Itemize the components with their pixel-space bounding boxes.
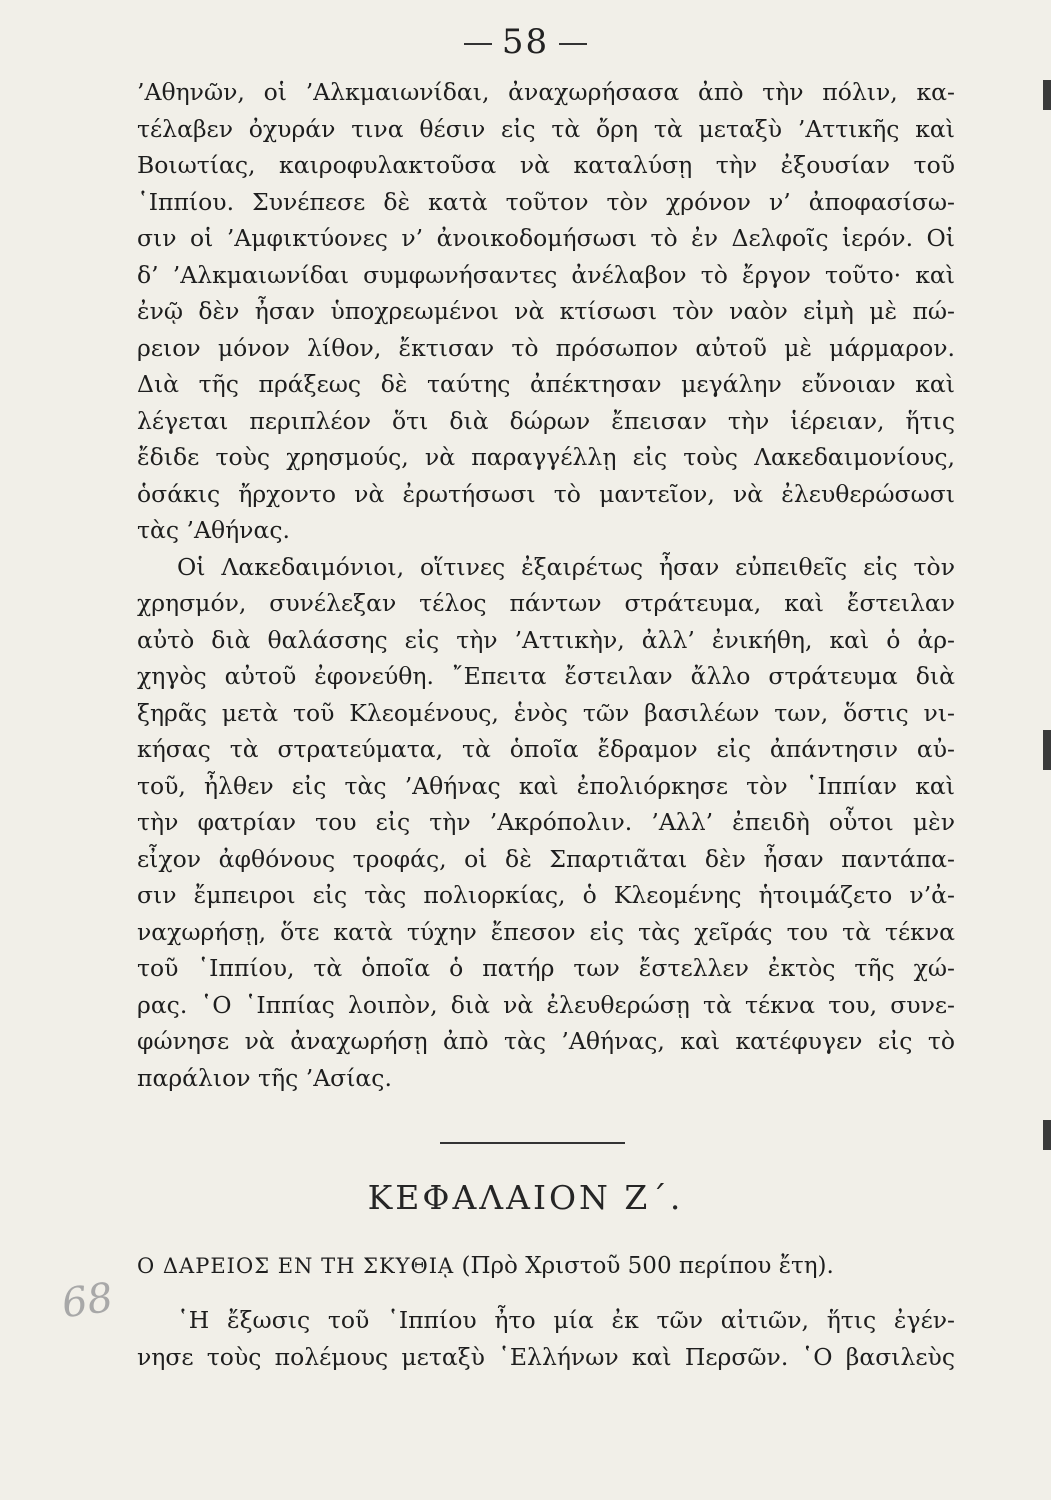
paragraph-3 [137, 1302, 955, 1375]
text-line: δ’ ’Αλκμαιωνίδαι συμφωνήσαντες ἀνέλαβον τὸ ἔργον τοῦτο· καὶ [137, 260, 955, 289]
text-line: ρας. ῾Ο ῾Ιππίας λοιπὸν, διὰ νὰ ἐλευθερώσῃ τὰ τέκνα του, συνε- [137, 990, 955, 1019]
paragraph-1 [137, 74, 955, 549]
text-line: αὐτὸ διὰ θαλάσσης εἰς τὴν ’Αττικὴν, ἀλλ’ ἐνικήθη, καὶ ὁ ἀρ- [137, 625, 955, 654]
text-line: ξηρᾶς μετὰ τοῦ Κλεομένους, ἑνὸς τῶν βασιλέων των, ὅστις νι- [137, 698, 955, 727]
section-heading [137, 1253, 955, 1279]
text-line: Οἱ Λακεδαιμόνιοι, οἵτινες ἐξαιρέτως ἦσαν εὐπειθεῖς εἰς τὸν [177, 552, 955, 581]
page-number-value: 58 [501, 22, 550, 62]
text-line: τοῦ ῾Ιππίου, τὰ ὁποῖα ὁ πατήρ των ἔστελλεν ἐκτὸς τῆς χώ- [137, 954, 955, 982]
text-line: ὁσάκις ἤρχοντο νὰ ἐρωτήσωσι τὸ μαντεῖον, νὰ ἐλευθερώσωσι [137, 479, 955, 508]
body-text-chapter [137, 1302, 955, 1375]
text-line: νησε τοὺς πολέμους μεταξὺ ῾Ελλήνων καὶ Περσῶν. ῾Ο βασιλεὺς [137, 1342, 955, 1371]
text-line: τὴν φατρίαν του εἰς τὴν ’Ακρόπολιν. ’Αλλ’ ἐπειδὴ οὗτοι μὲν [137, 808, 955, 836]
page-edge-mark [1043, 80, 1051, 110]
text-line: εἶχον ἀφθόνους τροφάς, οἱ δὲ Σπαρτιᾶται δὲν ἦσαν παντάπα- [137, 844, 955, 873]
text-line: ναχωρήσῃ, ὅτε κατὰ τύχην ἔπεσον εἰς τὰς χεῖράς του τὰ τέκνα [137, 917, 955, 946]
section-heading-dating: (Πρὸ Χριστοῦ 500 περίπου ἔτη). [461, 1253, 834, 1279]
text-line: ῾Η ἔξωσις τοῦ ῾Ιππίου ἦτο μία ἐκ τῶν αἰτιῶν, ἥτις ἐγέν- [177, 1306, 955, 1334]
text-line: τέλαβεν ὀχυράν τινα θέσιν εἰς τὰ ὄρη τὰ μεταξὺ ’Αττικῆς καὶ [137, 114, 955, 143]
page-number [0, 22, 1051, 62]
text-line: κήσας τὰ στρατεύματα, τὰ ὁποῖα ἔδραμον εἰς ἀπάντησιν αὐ- [137, 735, 955, 763]
text-line: λέγεται περιπλέον ὅτι διὰ δώρων ἔπεισαν τὴν ἱέρειαν, ἥτις [137, 406, 955, 435]
text-line: ἔδιδε τοὺς χρησμούς, νὰ παραγγέλλῃ εἰς τοὺς Λακεδαιμονίους, [137, 443, 955, 471]
text-line: φώνησε νὰ ἀναχωρήσῃ ἀπὸ τὰς ’Αθήνας, καὶ κατέφυγεν εἰς τὸ [137, 1027, 955, 1055]
text-line: σιν ἔμπειροι εἰς τὰς πολιορκίας, ὁ Κλεομένης ἡτοιμάζετο ν’ἀ- [137, 881, 955, 909]
dash-right [559, 43, 587, 45]
text-line: παράλιον τῆς ’Ασίας. [137, 1063, 392, 1092]
text-line: τὰς ’Αθήνας. [137, 516, 290, 544]
text-line: ἐνῷ δὲν ἦσαν ὑποχρεωμένοι νὰ κτίσωσι τὸν ναὸν εἰμὴ μὲ πώ- [137, 297, 955, 325]
text-line: Βοιωτίας, καιροφυλακτοῦσα νὰ καταλύσῃ τὴν ἐξουσίαν τοῦ [137, 151, 955, 179]
dash-left [464, 43, 492, 45]
body-text [137, 74, 955, 1096]
paragraph-2 [137, 549, 955, 1097]
text-line: ῾Ιππίου. Συνέπεσε δὲ κατὰ τοῦτον τὸν χρόνον ν’ ἀποφασίσω- [137, 187, 955, 216]
text-line: χηγὸς αὐτοῦ ἐφονεύθη. ῎Επειτα ἔστειλαν ἄλλο στράτευμα διὰ [137, 662, 955, 690]
text-line: σιν οἱ ’Αμφικτύονες ν’ ἀνοικοδομήσωσι τὸ ἐν Δελφοῖς ἱερόν. Οἱ [137, 224, 955, 252]
section-heading-title: Ο ΔΑΡΕΙΟΣ ΕΝ ΤΗ ΣΚΥΘΙᾼ [137, 1254, 455, 1278]
page-edge-mark [1043, 730, 1051, 770]
page-edge-mark [1043, 1120, 1051, 1150]
text-line: ’Αθηνῶν, οἱ ’Αλκμαιωνίδαι, ἀναχωρήσασα ἀπὸ τὴν πόλιν, κα- [137, 78, 955, 106]
handwritten-margin-note: 68 [59, 1274, 116, 1328]
text-line: χρησμόν, συνέλεξαν τέλος πάντων στράτευμα, καὶ ἔστειλαν [137, 589, 955, 617]
section-divider [440, 1142, 625, 1144]
text-line: ρειον μόνον λίθον, ἔκτισαν τὸ πρόσωπον αὐτοῦ μὲ μάρμαρον. [137, 333, 955, 362]
chapter-title: ΚΕΦΑΛΑΙΟΝ Ζ΄. [367, 1178, 684, 1217]
text-line: Διὰ τῆς πράξεως δὲ ταύτης ἀπέκτησαν μεγάλην εὔνοιαν καὶ [137, 370, 955, 398]
text-line: τοῦ, ἦλθεν εἰς τὰς ’Αθήνας καὶ ἐπολιόρκησε τὸν ῾Ιππίαν καὶ [137, 771, 955, 800]
